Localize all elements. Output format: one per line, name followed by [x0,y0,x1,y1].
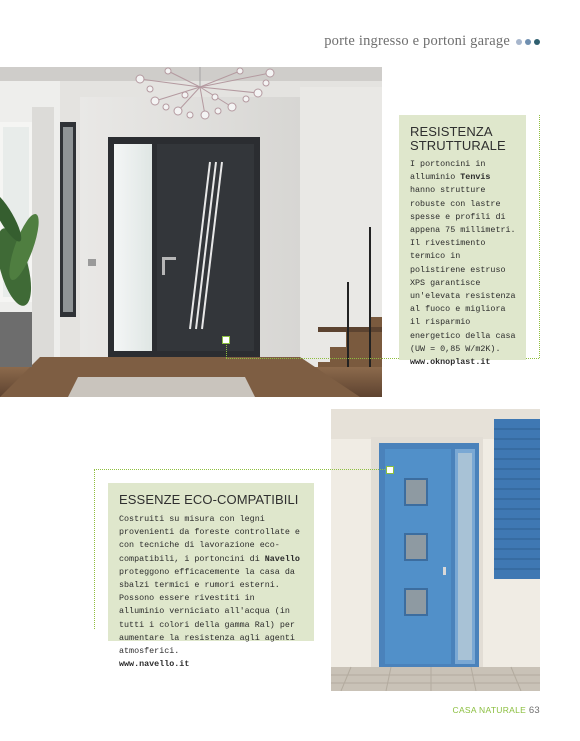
article-resistenza-strutturale [399,115,526,368]
page-number: 63 [528,705,540,716]
photo-blue-door-exterior [331,409,540,691]
section-title: porte ingresso e portoni garage [324,33,510,49]
article-1-brand: Tenvis [460,172,491,183]
article-essenze-eco-compatibili [108,483,314,670]
page-footer [453,705,541,716]
article-1-body-intro: I portoncini in alluminio [410,159,486,183]
header-dot-2 [525,39,531,45]
article-2-body [119,513,304,658]
photo-dark-door-interior [0,67,382,397]
article-1-title-line-1: RESISTENZA [410,124,493,139]
guide-line-2-vertical [94,469,95,629]
guide-line-2-horizontal [94,469,389,470]
guide-marker-2 [386,466,394,474]
article-2-body-rest: proteggono efficacemente la casa da sbalzi termici e rumori esterni. Possono essere rivestiti in alluminio verniciato all'acqua (in tutti i colori della gamma Ral) per aumentare la resistenza agli agenti atmosferici. [119,566,295,657]
magazine-name: CASA NATURALE [452,705,527,715]
article-1-body-rest: hanno strutture robuste con lastre spesse e profili di appena 75 millimetri. Il rivestimento termico in polistirene estruso XPS garantisce un'elevata resistenza al fuoco e migliora il risparmio energetico della casa (UW = 0,85 W/m2K). [410,185,516,354]
article-1-link[interactable]: www.oknoplast.it [410,357,491,368]
article-2-link[interactable]: www.navello.it [119,659,190,670]
header-dot-3 [534,39,540,45]
article-2-title: ESSENZE ECO-COMPATIBILI [119,492,299,507]
article-1-title [410,125,516,153]
article-1-body [410,158,516,356]
page-header [324,33,540,50]
guide-marker-1 [222,336,230,344]
article-1-title-line-2: STRUTTURALE [410,138,506,153]
article-2-brand: Navello [264,553,300,564]
header-dots [516,39,540,45]
article-2-body-intro: Costruiti su misura con legni provenienti da foreste controllate e con tecniche di lavorazione eco-compatibili, i portoncini di [119,514,300,564]
header-dot-1 [516,39,522,45]
guide-line-1-vertical [539,115,540,358]
